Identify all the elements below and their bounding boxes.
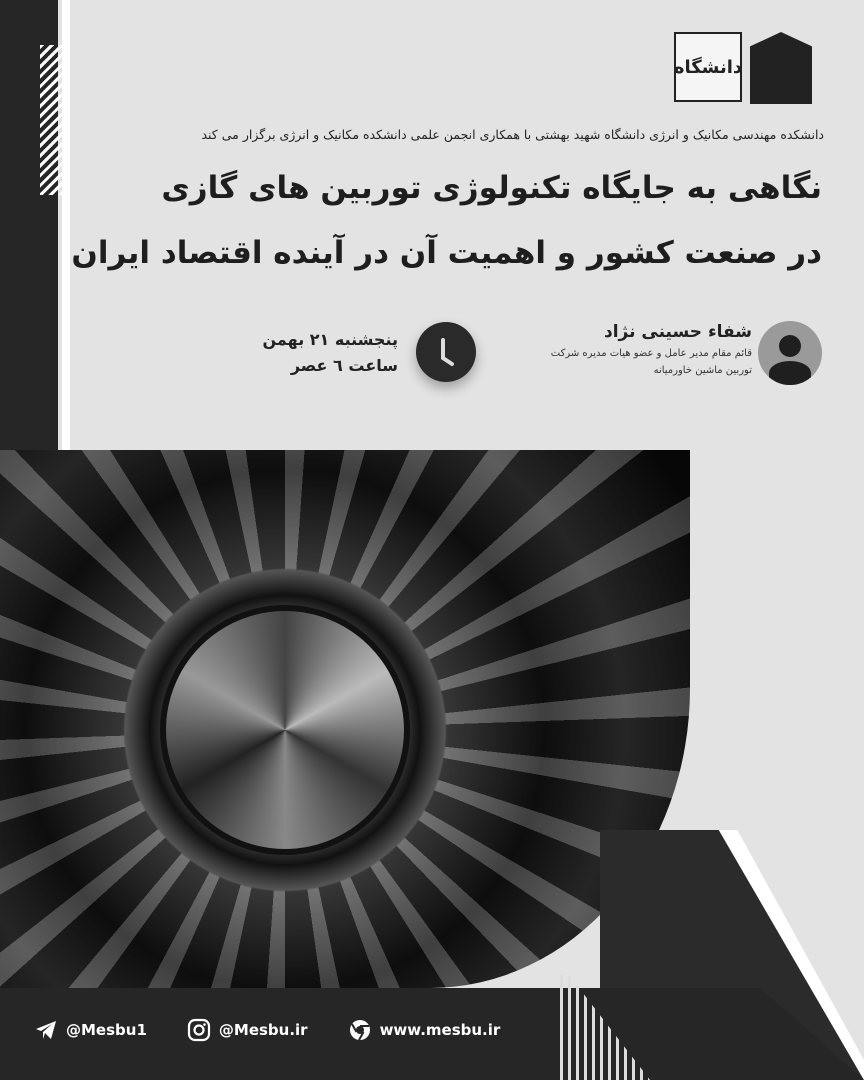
speaker-role: قائم مقام مدیر عامل و عضو هیات مدیره شرکت: [550, 348, 752, 359]
speaker-company: توربین ماشین خاورمیانه: [653, 365, 752, 376]
instagram-icon: [187, 1018, 211, 1042]
user-avatar-icon: [758, 321, 822, 385]
organizer-text: دانشکده مهندسی مکانیک و انرژی دانشگاه شهید بهشتی با همکاری انجمن علمی دانشکده مکانیک و انرژی برگزار می کند: [201, 127, 824, 142]
title-line-2: در صنعت کشور و اهمیت آن در آینده اقتصاد ایران: [71, 235, 822, 271]
event-date: پنجشنبه ۲۱ بهمن: [262, 330, 398, 349]
turbine-hub: [160, 605, 410, 855]
clock-icon: [416, 322, 476, 382]
social-links: [34, 1018, 500, 1042]
website-link[interactable]: [348, 1018, 501, 1042]
diagonal-stripes: [40, 45, 62, 195]
instagram-link[interactable]: [187, 1018, 308, 1042]
speaker-info: [551, 322, 752, 376]
speaker-name: شفاء حسینی نژاد: [603, 322, 752, 342]
title-line-1: نگاهی به جایگاه تکنولوژی توربین های گازی: [161, 170, 822, 206]
chrome-icon: [348, 1018, 372, 1042]
website-url: www.mesbu.ir: [379, 1021, 501, 1039]
turbine-image: [0, 450, 690, 988]
event-time: ساعت ٦ عصر: [290, 356, 398, 375]
logos: [674, 32, 812, 104]
instagram-handle: @Mesbu.ir: [218, 1021, 308, 1039]
telegram-icon: [34, 1018, 58, 1042]
telegram-handle: @Mesbu1: [66, 1021, 147, 1039]
left-white-line: [62, 0, 70, 450]
event-datetime: [263, 327, 398, 379]
telegram-link[interactable]: [34, 1018, 147, 1042]
association-logo: [750, 32, 812, 104]
university-logo: دانشگاه: [674, 32, 742, 102]
